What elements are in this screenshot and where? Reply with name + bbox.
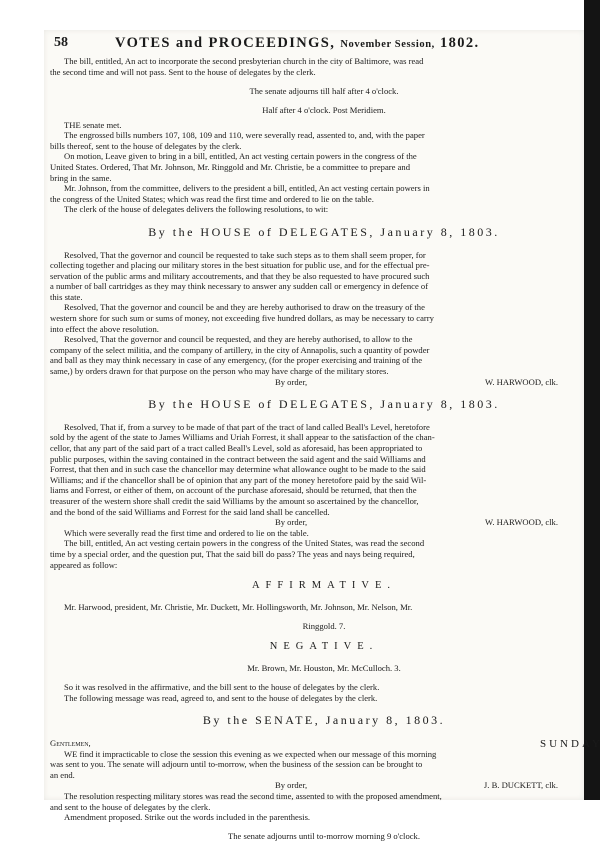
text-line: the second time and will not pass. Sent to the house of delegates by the clerk. [50,66,316,77]
page-text [50,35,598,851]
salutation: Gentlemen, [50,738,91,749]
text-line: the congress of the United States; which was read the first time and ordered to lie on the table. [50,193,374,204]
clerk-signature: J. B. DUCKETT, clk. [483,780,558,791]
text-line: WE find it impracticable to close the session this evening as we expected when our message of this morning [64,748,437,759]
text-line: an end. [50,769,75,780]
text-line: Resolved, That if, from a survey to be made of that part of the tract of land called Beall's Level, heretofore [64,421,430,432]
section-heading: Half after 4 o'clock. Post Meridiem. [262,104,386,115]
text-line: Ringgold. 7. [302,620,346,631]
signature-line [50,780,598,791]
text-line: western shore for such sum or sums of money, not exceeding five hundred dollars, as may be necessary to carry [50,313,434,324]
text-line: time by a special order, and the question put, That the said bill do pass? The yeas and nays being required, [50,548,415,559]
text-line: bills thereof, sent to the house of delegates by the clerk. [50,140,242,151]
text-line: bring in the same. [50,172,112,183]
text-line: The bill, entitled, An act to incorporate the second presbyterian church in the city of Baltimore, was read [64,56,424,66]
text-line: this state. [50,291,83,302]
house-heading: By the HOUSE of DELEGATES, January 8, 1803. [148,397,500,412]
text-line: On motion, Leave given to bring in a bill, entitled, An act vesting certain powers in the congress of the [64,151,417,162]
text-line: Amendment proposed. Strike out the words included in the parenthesis. [64,812,311,823]
text-line: Mr. Johnson, from the committee, delivers to the president a bill, entitled, An act vesting certain powers in [64,183,430,194]
running-title [115,35,480,51]
by-order: By order, [275,517,308,528]
text-line: Which were severally read the first time and ordered to lie on the table. [64,527,309,538]
negative-heading: NEGATIVE. [269,641,379,652]
running-title-main: VOTES and PROCEEDINGS, [115,35,336,51]
page-gutter [0,0,44,800]
text-line: The resolution respecting military stores was read the second time, assented to with the proposed amendment, [64,791,442,802]
text-line: The senate adjourns till half after 4 o'clock. [249,85,399,96]
text-line: company of the select militia, and the company of artillery, in the city of Annapolis, such a quantity of powder [50,344,430,355]
text-line: Forrest, that then and in such case the chancellor may determine what allowance ought to be made to the said [50,464,426,475]
text-line: The following message was read, agreed to, and sent to the house of delegates by the clerk. [64,692,378,703]
text-line: same,) by orders drawn for that purpose on the person who may have charge of the military stores. [50,366,389,377]
text-line: cellor, that any part of the said part of a tract called Beall's Level, sold as aforesaid, has been appropriated to [50,443,423,453]
text-line: United States. Ordered, That Mr. Johnson, Mr. Ringgold and Mr. Christie, be a committee to prepare and [50,161,410,172]
by-order: By order, [275,376,308,387]
text-line: and the bond of the said Williams and Forrest for the said land shall be cancelled. [50,506,330,517]
house-heading: By the HOUSE of DELEGATES, January 8, 1803. [148,224,500,239]
text-line: into effect the above resolution. [50,323,159,334]
text-line: The bill, entitled, An act vesting certain powers in the congress of the United States, was read the second [64,538,425,549]
text-line: Resolved, That the governor and council be and they are hereby authorised to draw on the treasury of the [64,302,425,313]
text-line: Williams; and if the chancellor shall be of opinion that any part of the money heretofore paid by the said Wil- [50,474,427,485]
text-line: a number of ball cartridges as they may think necessary to answer any sudden call or emergency in defence of [50,281,429,292]
text-line: Mr. Harwood, president, Mr. Christie, Mr. Duckett, Mr. Hollingsworth, Mr. Johnson, Mr. Nelson, Mr. [64,601,413,612]
text-line: sold by the agent of the state to James Williams and Uriah Forrest, it shall appear to the satisfaction of the chan- [50,432,435,443]
text-line: The clerk of the house of delegates delivers the following resolutions, to wit: [64,204,329,215]
senate-heading: By the SENATE, January 8, 1803. [202,713,446,728]
text-line: THE senate met. [64,119,122,130]
text-line: The engrossed bills numbers 107, 108, 109 and 110, were severally read, assented to, and, with the paper [64,130,425,141]
signature-line [50,517,598,528]
text-line: servation of the public arms and military accoutrements, and that they be also requested to have procured such [50,270,430,281]
text-line: appeared as follow: [50,559,118,570]
text-line: liams and Forrest, or either of them, on account of the purchase aforesaid, should be returned, that then the [50,485,417,496]
text-line: and sent to the house of delegates by the clerk. [50,801,211,812]
running-header [50,35,598,55]
running-title-session: November Session, [340,39,435,50]
text-line: The senate adjourns until to-morrow morning 9 o'clock. [228,831,420,842]
catchword: SUNDAY [540,738,603,750]
clerk-signature: W. HARWOOD, clk. [485,517,558,528]
text-line: Resolved, That the governor and council be requested, and they are hereby authorised, to allow to the [64,334,413,345]
text-line: treasurer of the western shore shall credit the said Williams by the amount so ascertained by the chancellor, [50,495,419,506]
text-line: and ball as they may think necessary in case of any emergency, (for the proper exercising and training of the [50,355,423,366]
by-order: By order, [275,780,308,791]
text-line: So it was resolved in the affirmative, and the bill sent to the house of delegates by the clerk. [64,682,380,693]
clerk-signature: W. HARWOOD, clk. [485,376,558,387]
text-line: public purposes, within the saving contained in the contract between the said agent and the said Williams and [50,453,426,464]
affirmative-heading: AFFIRMATIVE. [251,579,397,591]
running-title-year: 1802. [439,35,480,51]
text-line: Resolved, That the governor and council be requested to take such steps as to them shall seem proper, for [64,249,426,260]
text-line: collecting together and placing our military stores in the best situation for public use, and for the effectual pre- [50,260,430,271]
page-number: 58 [54,35,68,50]
text-line: Mr. Brown, Mr. Houston, Mr. McCulloch. 3. [247,663,401,674]
text-line: was sent to you. The senate will adjourn until to-morrow, when the business of the session can be brought to [50,759,423,770]
signature-line [50,377,598,388]
